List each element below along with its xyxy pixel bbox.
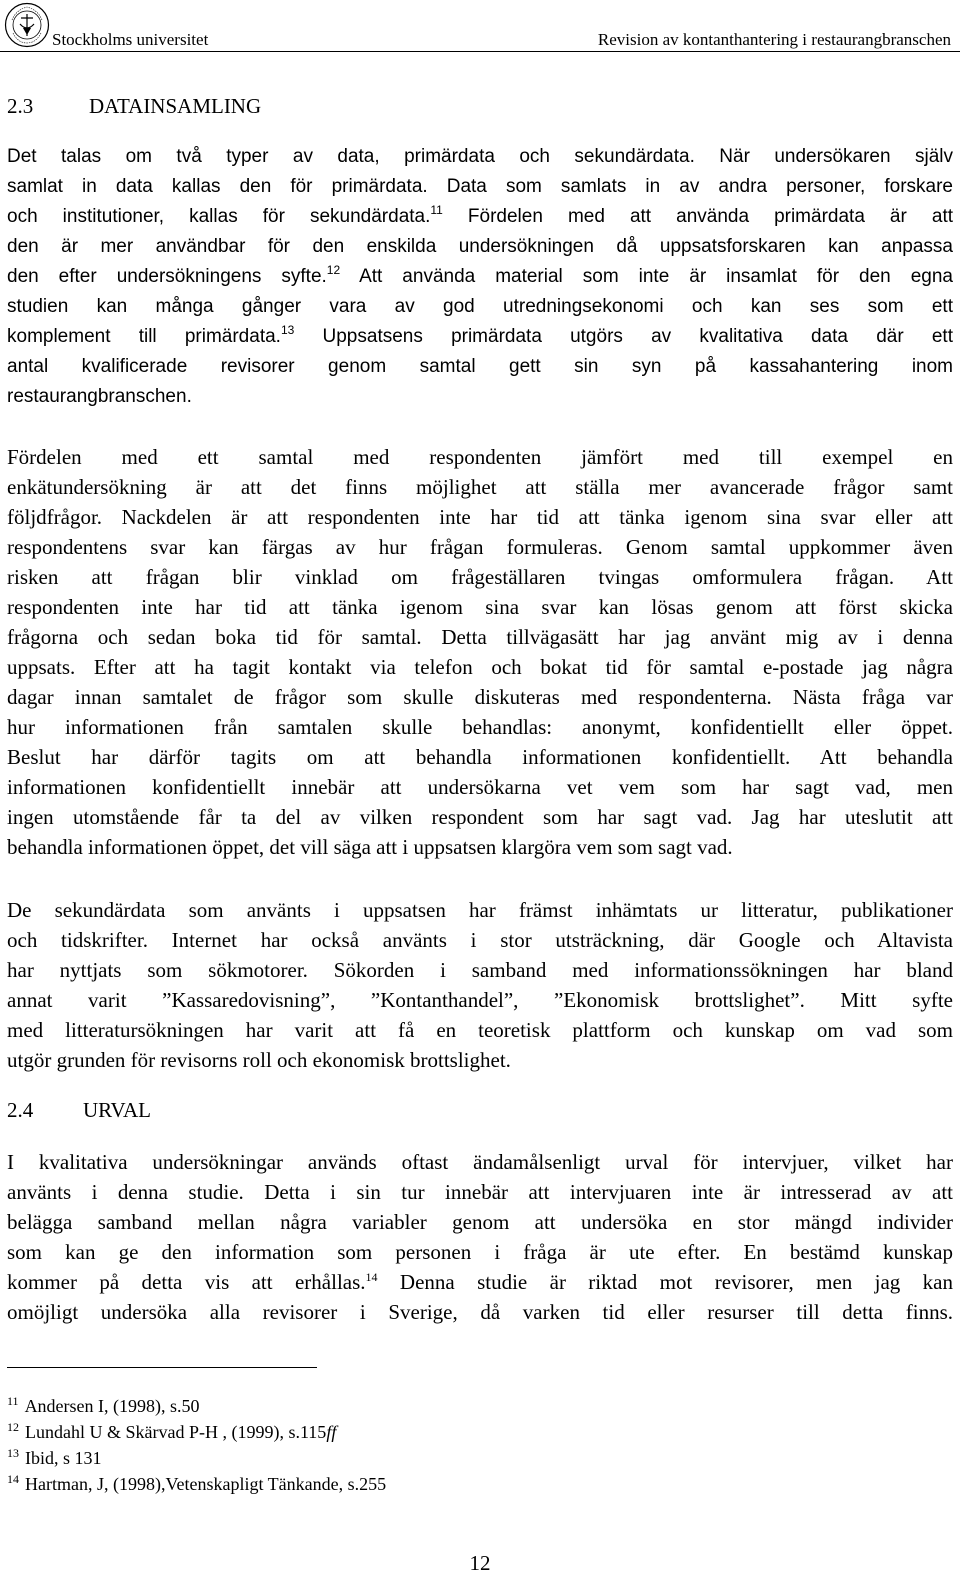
footnote-text: Lundahl U & Skärvad P-H , (1999), s.115 — [25, 1422, 327, 1442]
section-heading-2-3 — [7, 94, 261, 119]
section-number: 2.3 — [7, 94, 34, 118]
text-line: och institutioner, kallas för sekundärdata.$^{11}$ Fördelen med att använda primärdata är att — [7, 203, 954, 227]
text-line: uppsats. Efter att ha tagit kontakt via telefon och bokat tid för samtal e-postade jag några — [7, 655, 953, 679]
footnote-ref[interactable]: 13 — [280, 323, 295, 337]
footnote-13 — [7, 1446, 102, 1469]
text-line: risken att frågan blir vinklad om frågeställaren tvingas omformulera frågan. Att — [7, 565, 953, 589]
footnote-text: Ibid, s 131 — [25, 1448, 102, 1468]
university-name: Stockholms universitet — [52, 30, 209, 49]
footnote-12 — [7, 1420, 336, 1443]
footnote-14 — [7, 1472, 386, 1495]
paragraph-interview-method — [7, 442, 953, 862]
text-line: och tidskrifter. Internet har också använts i stor utsträckning, där Google och Altavista — [7, 928, 953, 952]
paragraph-sample — [7, 1147, 953, 1327]
text-line: med litteratursökningen har varit att få en teoretisk plattform och kunskap om vad som — [7, 1018, 953, 1042]
footnote-marker: 12 — [7, 1420, 19, 1434]
text-line: komplement till primärdata.$^{13}$ Uppsatsens primärdata utgörs av kvalitativa data där ett — [7, 323, 953, 347]
text-line: Beslut har därför tagits om att behandla informationen konfidentiellt. Att behandla — [7, 745, 953, 769]
text-line: antal kvalificerade revisorer genom samtal gett sin syn på kassahantering inom — [7, 356, 953, 377]
footnote-11 — [7, 1394, 200, 1417]
footnote-marker: 13 — [7, 1446, 19, 1460]
text-line: dagar innan samtalet de frågor som skulle diskuteras med respondenterna. Nästa fråga var — [7, 685, 953, 709]
footnote-separator — [7, 1367, 317, 1368]
text-line: Fördelen med ett samtal med respondenten jämfört med till exempel en — [7, 445, 953, 469]
text-line: kommer på detta vis att erhållas.$^{14}$ Denna studie är riktad mot revisorer, men jag kan — [7, 1270, 953, 1294]
text-line: De sekundärdata som använts i uppsatsen har främst inhämtats ur litteratur, publikationer — [7, 898, 953, 922]
text-line: respondentens svar kan färgas av hur frågan formuleras. Genom samtal uppkommer även — [7, 535, 953, 559]
section-heading-2-4 — [7, 1098, 151, 1123]
text-line: I kvalitativa undersökningar används oftast ändamålsenligt urval för intervjuer, vilket har — [7, 1150, 953, 1174]
text-line: hur informationen från samtalen skulle behandlas: anonymt, konfidentiellt eller öppet. — [7, 715, 953, 739]
text-line: ingen utomstående får ta del av vilken respondent som har sagt vad. Jag har uteslutit att — [7, 805, 953, 829]
paragraph-secondary-data — [7, 895, 953, 1075]
text-line: respondenten inte har tid att tänka igenom sina svar kan lösas genom att först skicka — [7, 595, 953, 619]
paragraph-primary-data — [7, 142, 953, 412]
footnote-marker: 14 — [7, 1472, 19, 1486]
footnote-italic: ff — [326, 1422, 337, 1442]
text-line: enkätundersökning är att det finns möjlighet att ställa mer avancerade frågor samt — [7, 475, 953, 499]
text-line: Det talas om två typer av data, primärdata och sekundärdata. När undersökaren själv — [7, 146, 953, 167]
page-header — [0, 0, 960, 52]
university-seal-logo — [4, 2, 50, 48]
text-line: annat varit ”Kassaredovisning”, ”Kontanthandel”, ”Ekonomisk brottslighet”. Mitt syfte — [7, 988, 953, 1012]
text-line: följdfrågor. Nackdelen är att respondenten inte har tid att tänka igenom sina svar eller att — [7, 505, 953, 529]
running-title: Revision av kontanthantering i restaurangbranschen — [597, 30, 951, 49]
footnote-text: Hartman, J, (1998),Vetenskapligt Tänkande, s.255 — [25, 1474, 387, 1494]
text-line: den efter undersökningens syfte.$^{12}$ Att använda material som inte är insamlat för den egna — [7, 263, 953, 287]
footnote-marker: 11 — [7, 1394, 19, 1408]
section-title: URVAL — [83, 1098, 151, 1122]
text-line: den är mer användbar för den enskilda undersökningen då uppsatsforskaren kan anpassa — [7, 236, 953, 257]
footnote-ref[interactable]: 11 — [430, 203, 443, 217]
text-line: studien kan många gånger vara av god utredningsekonomi och kan ses som ett — [7, 296, 953, 317]
text-line: frågorna och sedan boka tid för samtal. Detta tillvägasätt har jag använt mig av i denna — [7, 625, 953, 649]
text-line: restaurangbranschen. — [7, 386, 192, 407]
text-line: samlat in data kallas den för primärdata. Data som samlats in av andra personer, forskare — [7, 176, 953, 197]
footnote-ref[interactable]: 14 — [365, 1270, 378, 1284]
footnote-text: Andersen I, (1998), s.50 — [24, 1396, 200, 1416]
text-line: utgör grunden för revisorns roll och ekonomisk brottslighet. — [7, 1048, 511, 1072]
footnote-ref[interactable]: 12 — [326, 263, 341, 277]
text-line: informationen konfidentiellt innebär att undersökarna vet vem som har sagt vad, men — [7, 775, 953, 799]
page-number: 12 — [469, 1551, 491, 1575]
text-line: belägga samband mellan några variabler genom att undersöka en stor mängd individer — [7, 1210, 953, 1234]
text-line: använts i denna studie. Detta i sin tur innebär att intervjuaren inte är intresserad av att — [7, 1180, 953, 1204]
text-line: som kan ge den information som personen i fråga är ute efter. En bestämd kunskap — [7, 1240, 953, 1264]
text-line: behandla informationen öppet, det vill säga att i uppsatsen klargöra vem som sagt vad. — [7, 835, 733, 859]
section-number: 2.4 — [7, 1098, 34, 1122]
section-title: DATAINSAMLING — [89, 94, 262, 118]
text-line: har nyttjats som sökmotorer. Sökorden i samband med informationssökningen har bland — [7, 958, 953, 982]
text-line: omöjligt undersöka alla revisorer i Sverige, då varken tid eller resurser till detta finns. — [7, 1300, 953, 1324]
